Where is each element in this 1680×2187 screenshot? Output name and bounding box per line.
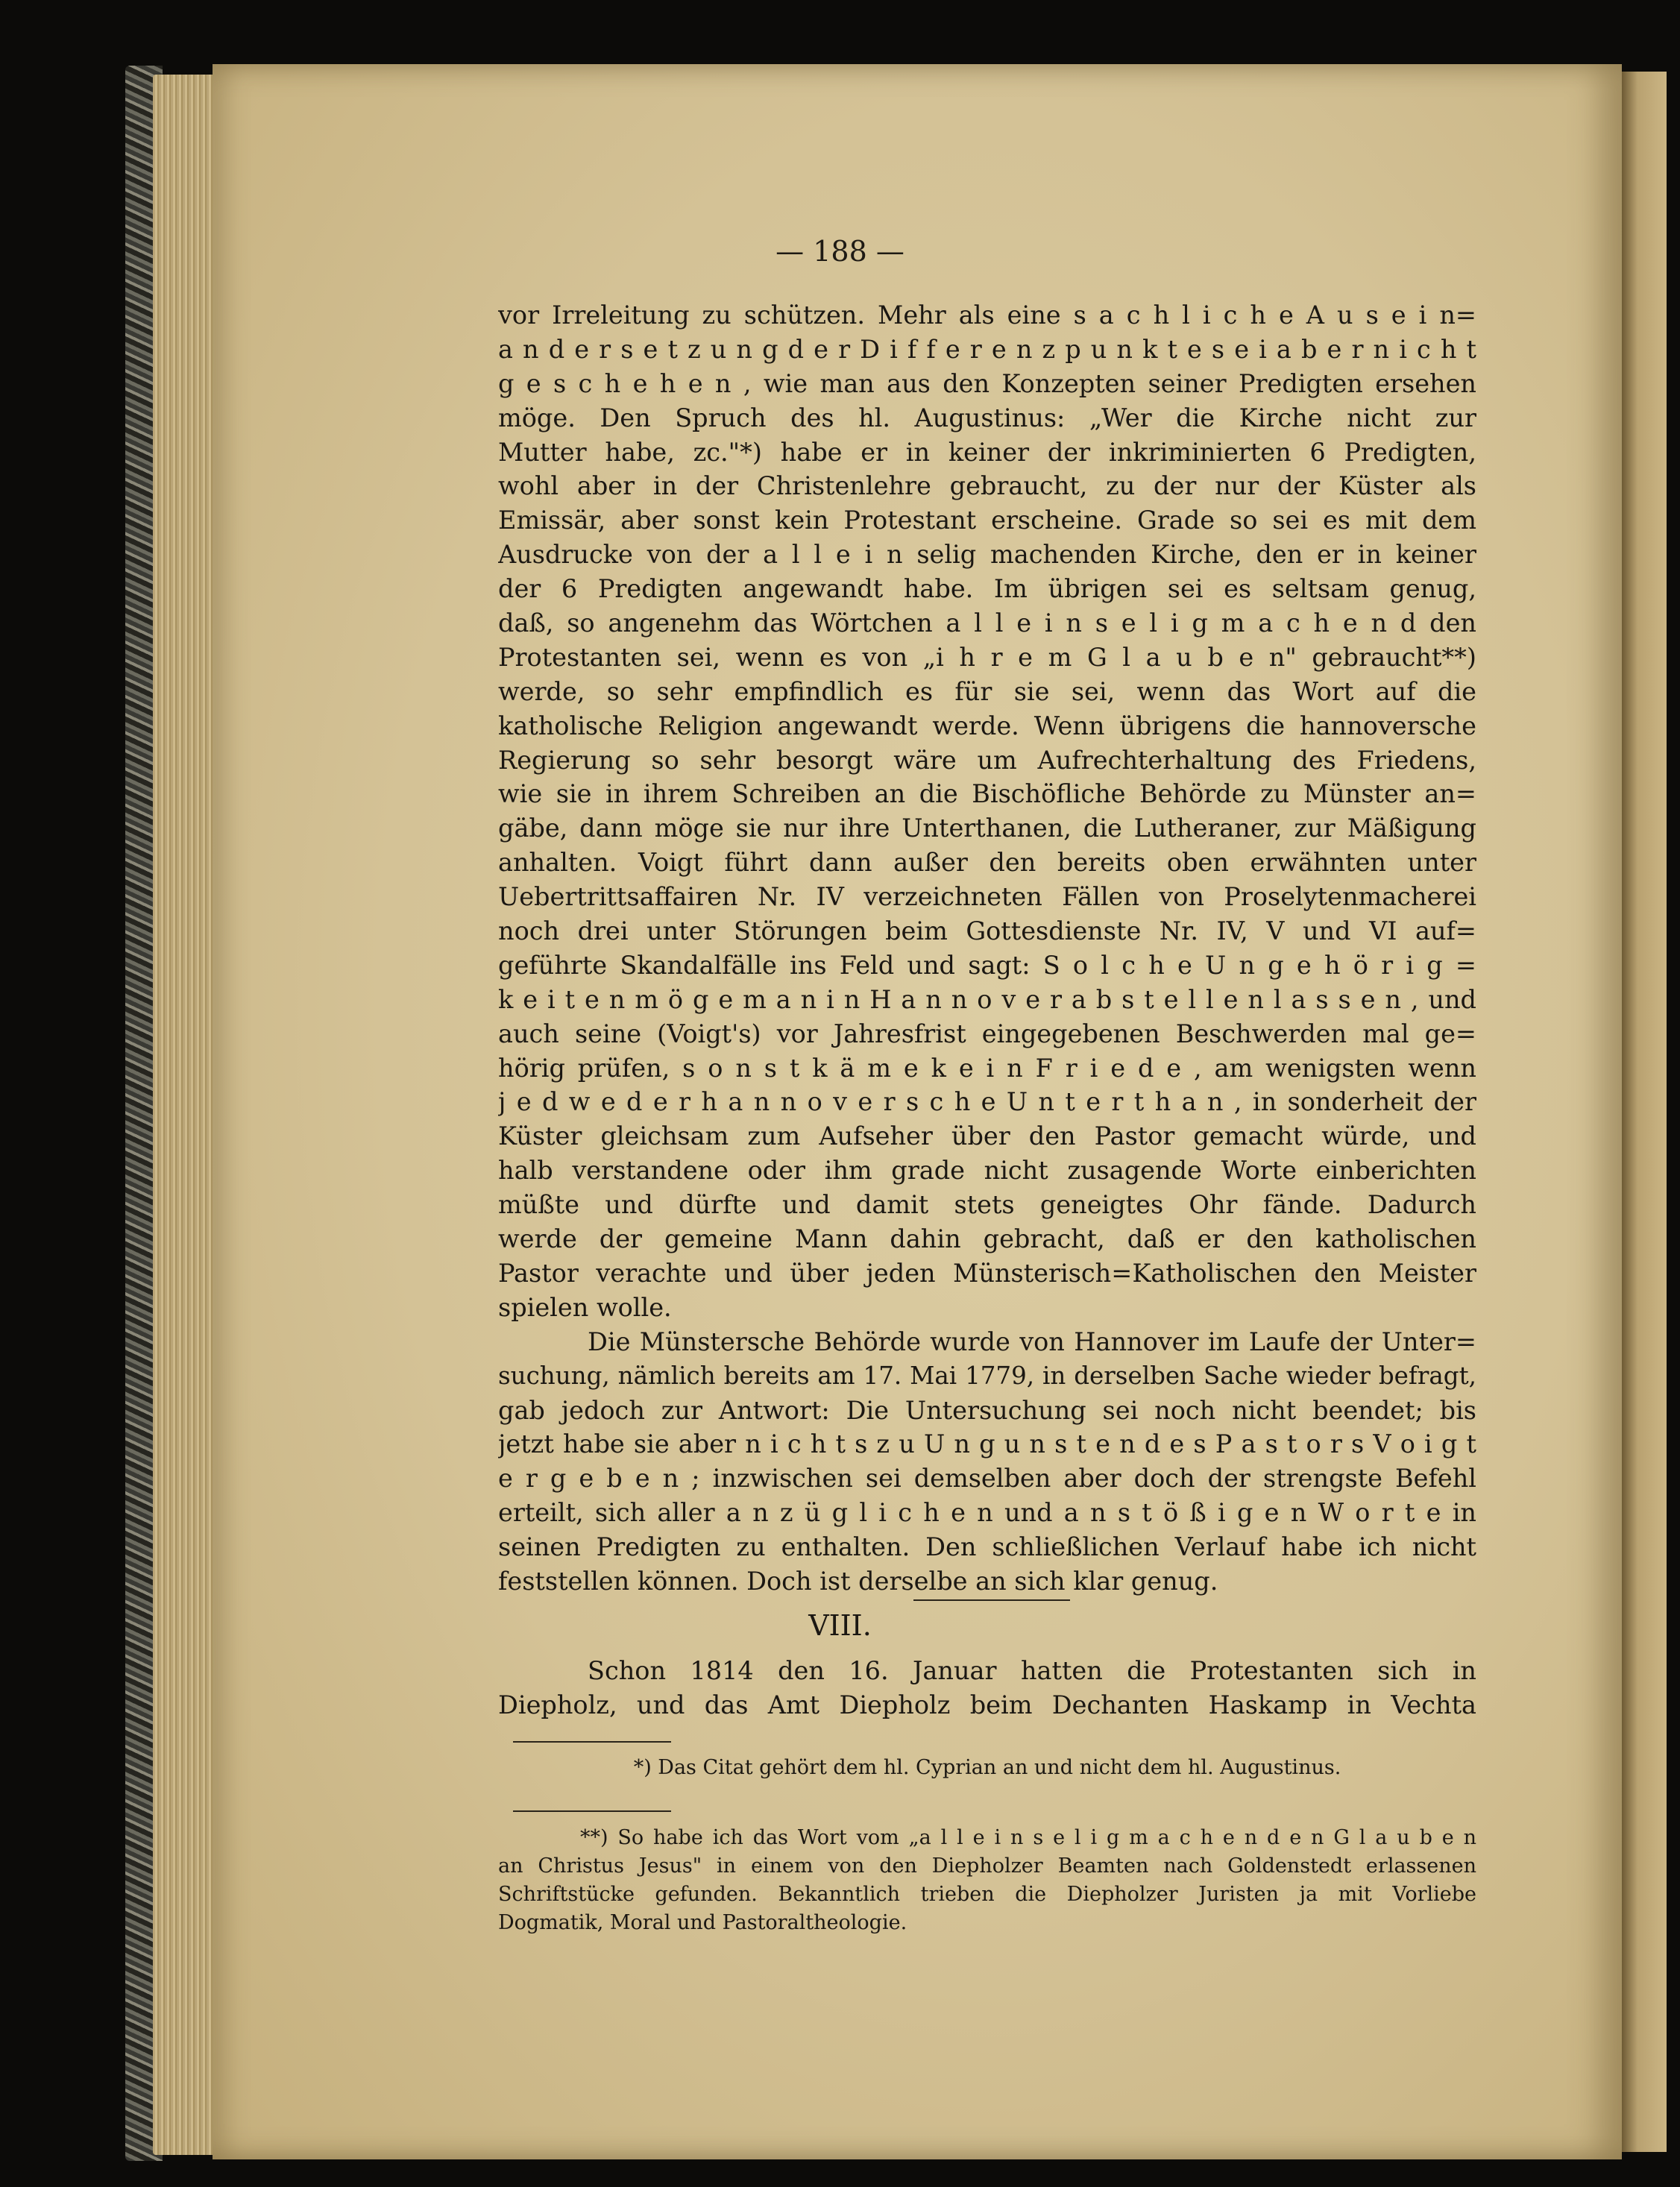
footnote-line: Dogmatik, Moral und Pastoraltheologie.	[498, 1911, 907, 1934]
text-line: spielen wolle.	[498, 1292, 672, 1322]
text-line: halb verstandene oder ihm grade nicht zusagende Worte einberichten	[498, 1156, 1476, 1186]
text-line: a n d e r s e t z u n g d e r D i f f e r e n z p u n k t e s e i a b e r n i c h t	[498, 334, 1476, 364]
text-line: feststellen können. Doch ist derselbe an sich klar genug.	[498, 1566, 1218, 1596]
text-line: Die Münstersche Behörde wurde von Hannover im Laufe der Unter=	[588, 1327, 1476, 1356]
text-line: katholische Religion angewandt werde. Wenn übrigens die hannoversche	[498, 711, 1476, 740]
text-line: gäbe, dann möge sie nur ihre Unterthanen, die Lutheraner, zur Mäßigung	[498, 814, 1476, 843]
text-line: gab jedoch zur Antwort: Die Untersuchung sei noch nicht beendet; bis	[498, 1395, 1476, 1425]
text-line: seinen Predigten zu enthalten. Den schließlichen Verlauf habe ich nicht	[498, 1532, 1476, 1562]
text-line: Ausdrucke von der a l l e i n selig machenden Kirche, den er in keiner	[498, 540, 1476, 570]
body-text	[498, 298, 1476, 1599]
text-line: g e s c h e h e n , wie man aus den Konzepten seiner Predigten ersehen	[498, 368, 1476, 398]
text-line: hörig prüfen, s o n s t k ä m e k e i n F r i e d e , am wenigsten wenn	[498, 1053, 1476, 1083]
text-line: der 6 Predigten angewandt habe. Im übrigen sei es seltsam genug,	[498, 574, 1476, 604]
text-line: j e d w e d e r h a n n o v e r s c h e U n t e r t h a n , in sonderheit der	[498, 1087, 1476, 1117]
text-line: daß, so angenehm das Wörtchen a l l e i n s e l i g m a c h e n d den	[498, 608, 1476, 638]
text-line: Uebertrittsaffairen Nr. IV verzeichneten Fällen von Proselytenmacherei	[498, 882, 1476, 912]
section-divider	[913, 1599, 1070, 1601]
page-number: — 188 —	[775, 235, 905, 268]
text-line: Diepholz, und das Amt Diepholz beim Dechanten Haskamp in Vechta	[498, 1690, 1476, 1719]
footnote-line: Schriftstücke gefunden. Bekanntlich trieben die Diepholzer Juristen ja mit Vorliebe	[498, 1883, 1476, 1906]
footnote-line: **) So habe ich das Wort vom „a l l e i n s e l i g m a c h e n d e n G l a u b e n	[580, 1826, 1476, 1849]
text-line: wie sie in ihrem Schreiben an die Bischöfliche Behörde zu Münster an=	[498, 779, 1476, 809]
section-text	[498, 1654, 1476, 1722]
text-line: Regierung so sehr besorgt wäre um Aufrechterhaltung des Friedens,	[498, 745, 1476, 775]
text-line: noch drei unter Störungen beim Gottesdienste Nr. IV, V und VI auf=	[498, 916, 1476, 946]
page-stack-edge	[153, 75, 220, 2155]
text-line: möge. Den Spruch des hl. Augustinus: „Wer die Kirche nicht zur	[498, 403, 1476, 432]
footnote-line: *) Das Citat gehört dem hl. Cyprian an und nicht dem hl. Augustinus.	[633, 1756, 1341, 1779]
text-line: werde, so sehr empfindlich es für sie sei, wenn das Wort auf die	[498, 676, 1476, 706]
text-line: auch seine (Voigt's) vor Jahresfrist eingegebenen Beschwerden mal ge=	[498, 1019, 1476, 1048]
text-line: k e i t e n m ö g e m a n i n H a n n o v e r a b s t e l l e n l a s s e n , und	[498, 984, 1476, 1014]
footnote-rule	[513, 1810, 671, 1812]
text-line: Emissär, aber sonst kein Protestant erscheine. Grade so sei es mit dem	[498, 506, 1476, 535]
text-line: wohl aber in der Christenlehre gebraucht, zu der nur der Küster als	[498, 471, 1476, 501]
text-line: Mutter habe, zc."*) habe er in keiner der inkriminierten 6 Predigten,	[498, 437, 1476, 467]
text-line: Schon 1814 den 16. Januar hatten die Protestanten sich in	[588, 1656, 1476, 1685]
facing-page-edge	[1622, 72, 1667, 2152]
text-line: Protestanten sei, wenn es von „i h r e m G l a u b e n" gebraucht**)	[498, 642, 1476, 672]
footnote-line: an Christus Jesus" in einem von den Diepholzer Beamten nach Goldenstedt erlassenen	[498, 1854, 1476, 1878]
footnote-rule	[513, 1741, 671, 1743]
text-line: anhalten. Voigt führt dann außer den bereits oben erwähnten unter	[498, 848, 1476, 878]
text-line: werde der gemeine Mann dahin gebracht, daß er den katholischen	[498, 1224, 1476, 1254]
text-line: Pastor verachte und über jeden Münsterisch=Katholischen den Meister	[498, 1258, 1476, 1288]
text-line: jetzt habe sie aber n i c h t s z u U n g u n s t e n d e s P a s t o r s V o i g t	[498, 1429, 1476, 1459]
text-line: suchung, nämlich bereits am 17. Mai 1779, in derselben Sache wieder befragt,	[498, 1361, 1476, 1390]
section-heading: VIII.	[808, 1609, 872, 1642]
text-line: müßte und dürfte und damit stets geneigtes Ohr fände. Dadurch	[498, 1190, 1476, 1220]
footnote-2	[498, 1824, 1476, 1937]
text-line: Küster gleichsam zum Aufseher über den Pastor gemacht würde, und	[498, 1121, 1476, 1151]
text-line: erteilt, sich aller a n z ü g l i c h e n und a n s t ö ß i g e n W o r t e in	[498, 1498, 1476, 1528]
text-line: geführte Skandalfälle ins Feld und sagt: S o l c h e U n g e h ö r i g =	[498, 950, 1476, 980]
footnote-1	[498, 1754, 1476, 1788]
text-line: e r g e b e n ; inzwischen sei demselben aber doch der strengste Befehl	[498, 1464, 1476, 1494]
text-line: vor Irreleitung zu schützen. Mehr als eine s a c h l i c h e A u s e i n=	[498, 300, 1476, 330]
